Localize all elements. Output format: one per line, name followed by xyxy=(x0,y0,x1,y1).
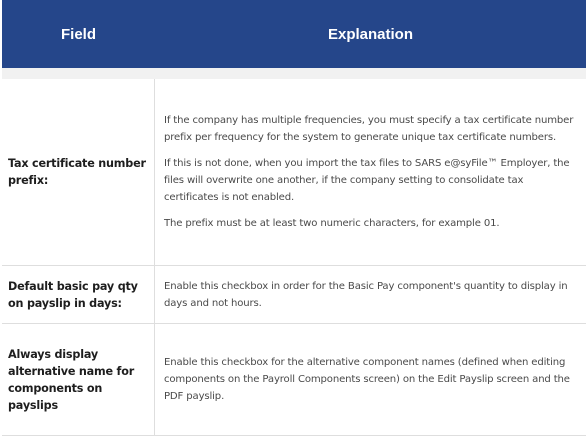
table-row xyxy=(2,266,586,324)
header-spacer xyxy=(2,68,586,79)
explanation-paragraph: The prefix must be at least two numeric characters, for example 01. xyxy=(164,218,500,229)
field-column-header: Field xyxy=(60,25,96,43)
explanation-paragraph: Enable this checkbox for the alternative component names (defined when editing components on the Payroll Components screen) on the Edit Payslip screen and the PDF payslip. xyxy=(164,357,570,402)
table-row xyxy=(2,324,586,436)
explanation-column-header: Explanation xyxy=(327,25,413,43)
settings-table xyxy=(2,0,586,436)
field-name: Default basic pay qty on payslip in days: xyxy=(2,266,155,323)
field-name: Always display alternative name for components on payslips xyxy=(2,324,155,435)
explanation-paragraph: If this is not done, when you import the tax files to SARS e@syFile™ Employer, the files will overwrite one another, if the company setting to consolidate tax certificates is not enabled. xyxy=(164,158,570,203)
field-name: Tax certificate number prefix: xyxy=(2,79,155,265)
table-row xyxy=(2,79,586,266)
explanation-paragraph: Enable this checkbox in order for the Basic Pay component's quantity to display in days and not hours. xyxy=(164,280,568,309)
field-explanation xyxy=(155,266,586,323)
explanation-paragraph: If the company has multiple frequencies, you must specify a tax certificate number prefix per frequency for the system to generate unique tax certificate numbers. xyxy=(164,115,574,143)
field-explanation xyxy=(155,79,586,265)
field-explanation xyxy=(155,324,586,435)
table-header xyxy=(2,0,586,68)
